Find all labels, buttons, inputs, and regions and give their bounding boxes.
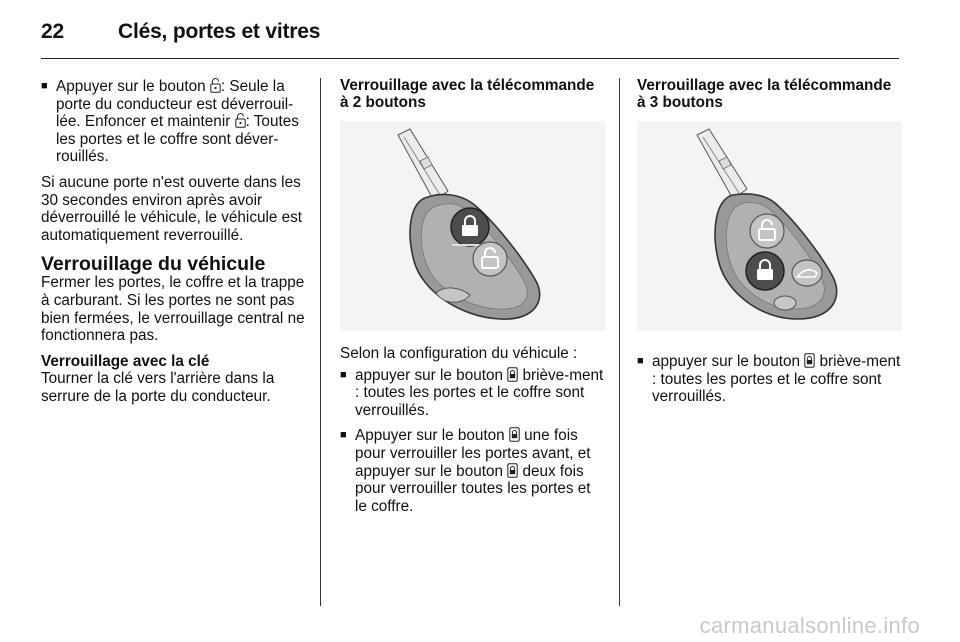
chapter-title: Clés, portes et vitres xyxy=(118,20,321,43)
paragraph: Tourner la clé vers l'arrière dans la serrure de la porte du conducteur. xyxy=(41,370,275,405)
list-item xyxy=(637,353,902,406)
list-item-text: : Seule la porte du conducteur est déverrouil-lée. Enfoncer et maintenir xyxy=(56,78,294,131)
figure-heading xyxy=(340,78,605,111)
figure-heading xyxy=(637,78,902,111)
subsection-heading: Verrouillage avec la clé xyxy=(41,352,210,370)
lock-button xyxy=(451,208,489,246)
lock-button xyxy=(746,252,784,290)
unlock-key-icon xyxy=(235,113,246,128)
unlock-key-icon xyxy=(210,78,221,93)
lock-key-icon xyxy=(509,427,520,442)
list-item-text: Appuyer sur le bouton xyxy=(56,78,206,95)
column-1 xyxy=(41,78,306,414)
lock-key-icon xyxy=(804,353,815,368)
list-item-text: une fois pour verrouiller les portes avant, et appuyer sur le bouton xyxy=(355,427,591,480)
heading-line: Verrouillage avec la télécommande xyxy=(637,77,892,94)
list-item-text: : Toutes les portes et le coffre sont déver-rouillés. xyxy=(56,113,299,166)
list-item-text: Appuyer sur le bouton xyxy=(355,427,505,445)
column-2 xyxy=(340,78,605,523)
page-number: 22 xyxy=(41,20,64,43)
column-3 xyxy=(637,78,902,414)
unlock-button xyxy=(750,214,784,248)
lock-key-icon xyxy=(507,463,518,478)
column-divider xyxy=(619,78,620,606)
remote-2-button-figure xyxy=(340,121,605,331)
paragraph: Si aucune porte n'est ouverte dans les 30 secondes environ après avoir déverrouillé le véhicule, le véhicule est automatiquement reverrouillé. xyxy=(41,173,303,244)
heading-line: à 3 boutons xyxy=(637,93,723,111)
heading-line: à 2 boutons xyxy=(340,93,426,111)
list-item-text: appuyer sur le bouton xyxy=(652,353,800,370)
page-header xyxy=(41,16,901,56)
list-item xyxy=(340,367,605,420)
list-item-text: briève-ment : toutes les portes et le coffre sont verrouillés. xyxy=(355,366,604,419)
section-heading: Verrouillage du véhicule xyxy=(41,253,266,276)
paragraph: Selon la configuration du véhicule : xyxy=(340,345,578,362)
watermark: carmanualsonline.info xyxy=(699,613,920,638)
column-divider xyxy=(320,78,321,606)
paragraph: Fermer les portes, le coffre et la trappe à carburant. Si les portes ne sont pas bien fermées, le verrouillage central ne fonctionnera pas. xyxy=(41,274,305,345)
remote-3-button-figure xyxy=(637,121,902,331)
unlock-button xyxy=(473,242,507,276)
lock-key-icon xyxy=(507,367,518,382)
list-item xyxy=(340,427,605,515)
list-item xyxy=(41,78,306,166)
list-item-text: deux fois pour verrouiller toutes les portes et le coffre. xyxy=(355,462,591,515)
list-item-text: appuyer sur le bouton xyxy=(355,366,503,384)
header-rule xyxy=(41,58,899,59)
list-item-text: briève-ment : toutes les portes et le coffre sont verrouillés. xyxy=(652,353,901,406)
heading-line: Verrouillage avec la télécommande xyxy=(340,77,595,94)
trunk-button xyxy=(792,260,822,286)
